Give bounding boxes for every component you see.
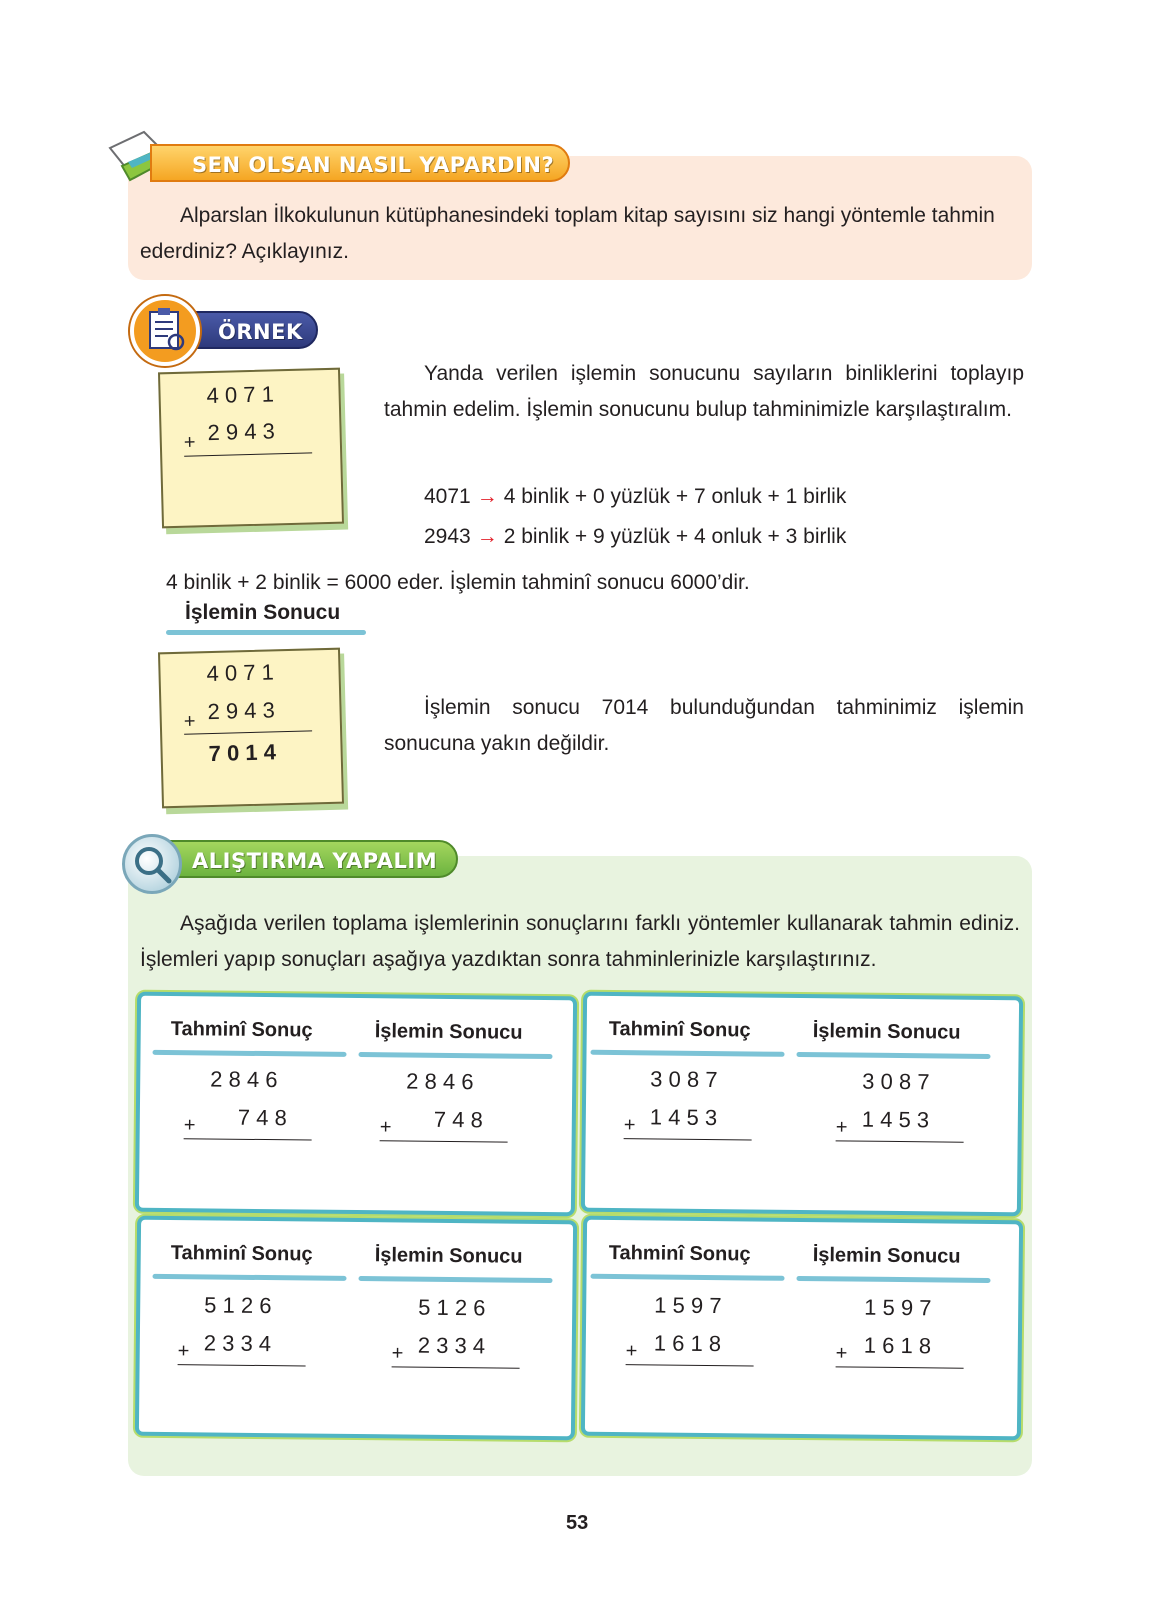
sum-line (626, 1364, 754, 1366)
sum-line (392, 1366, 520, 1368)
estimate-header: Tahminî Sonuç (170, 1242, 313, 1266)
header-underline (358, 1052, 552, 1059)
addend-top: 1 5 9 7 (654, 1292, 722, 1319)
result-title-underline (166, 630, 366, 635)
addend-top: 4 0 7 1 (206, 659, 275, 687)
sum-line (836, 1140, 964, 1142)
addend-bottom: 1 4 5 3 (649, 1104, 718, 1131)
header-underline (591, 1274, 785, 1281)
plus-sign: + (391, 1342, 404, 1365)
ornek-text: Yanda verilen işlemin sonucunu sayıların binliklerini toplayıp tahmin edelim. İşlemin sonucunu bulup tahminimizle karşılaştıralım. (384, 362, 1024, 421)
plus-sign: + (183, 710, 196, 733)
sum-line (624, 1138, 752, 1140)
alistirma-text: Aşağıda verilen toplama işlemlerinin sonuçlarını farklı yöntemler kullanarak tahmin ediniz. İşlemleri yapıp sonuçları aşağıya yazdıktan sonra tahminlerinizle karşılaştırınız. (140, 912, 1020, 971)
decomposition-4071: 4071 → 4 binlik + 0 yüzlük + 7 onluk + 1 birlik (424, 485, 847, 508)
ornek-card-2 (158, 648, 344, 809)
result-header: İşlemin Sonucu (812, 1244, 961, 1268)
header-underline (591, 1050, 785, 1057)
addend-top: 2 8 4 6 (210, 1066, 278, 1093)
addend-top: 1 5 9 7 (864, 1294, 932, 1321)
result-title: İşlemin Sonucu (185, 601, 341, 624)
sum-line (184, 730, 312, 734)
clipboard-icon (130, 296, 200, 366)
result-text: İşlemin sonucu 7014 bulunduğundan tahminimiz işlemin sonucuna yakın değildir. (384, 696, 1024, 755)
sum-result: 7 0 1 4 (208, 739, 277, 767)
addend-bottom: 2 3 3 4 (203, 1330, 272, 1357)
plus-sign: + (625, 1340, 638, 1363)
addend-top: 5 1 2 6 (204, 1292, 272, 1319)
sum-line (380, 1140, 508, 1142)
arrow-icon: → (476, 525, 498, 548)
sum-line (178, 1364, 306, 1366)
page-number: 53 (566, 1512, 589, 1534)
estimate-header: Tahminî Sonuç (608, 1017, 751, 1042)
result-header: İşlemin Sonucu (374, 1020, 523, 1044)
header-underline (153, 1274, 347, 1281)
addend-bottom: 2 9 4 3 (207, 697, 276, 725)
magnifier-icon (122, 834, 182, 894)
plus-sign: + (183, 431, 196, 454)
sum-line (836, 1366, 964, 1368)
sum-line (184, 452, 312, 456)
addend-bottom: 1 6 1 8 (863, 1332, 932, 1359)
addend-top: 2 8 4 6 (406, 1068, 474, 1095)
plus-sign: + (835, 1342, 848, 1365)
arrow-icon: → (476, 485, 498, 508)
estimate-header: Tahminî Sonuç (608, 1241, 751, 1266)
sen-olsan-text: Alparslan İlkokulunun kütüphanesindeki toplam kitap sayısını siz hangi yöntemle tahmin ederdiniz? Açıklayınız. (140, 204, 995, 263)
exercise-card-3 (135, 1216, 577, 1441)
plus-sign: + (379, 1116, 392, 1139)
result-header: İşlemin Sonucu (812, 1020, 961, 1044)
exercise-card-2 (581, 992, 1023, 1217)
plus-sign: + (177, 1340, 190, 1363)
exercise-card-4 (581, 1216, 1023, 1441)
ornek-banner: ÖRNEK (178, 311, 318, 349)
addend-top: 4 0 7 1 (206, 381, 275, 409)
result-header: İşlemin Sonucu (374, 1244, 523, 1268)
addend-top: 5 1 2 6 (418, 1294, 486, 1321)
exercise-card-1 (135, 992, 577, 1217)
decomposition-2943: 2943 → 2 binlik + 9 yüzlük + 4 onluk + 3 birlik (424, 525, 847, 548)
addend-bottom: 2 9 4 3 (207, 418, 276, 446)
sen-olsan-banner: SEN OLSAN NASIL YAPARDIN? (150, 144, 570, 182)
estimate-text: 4 binlik + 2 binlik = 6000 eder. İşlemin tahminî sonucu 6000’dir. (166, 571, 750, 594)
plus-sign: + (623, 1114, 636, 1137)
header-underline (358, 1276, 552, 1283)
header-underline (796, 1052, 990, 1059)
addend-bottom: 2 3 3 4 (417, 1332, 486, 1359)
plus-sign: + (835, 1116, 848, 1139)
sum-line (184, 1138, 312, 1140)
addend-bottom: 7 4 8 (237, 1104, 287, 1131)
plus-sign: + (183, 1114, 196, 1137)
estimate-header: Tahminî Sonuç (170, 1018, 313, 1042)
addend-bottom: 1 6 1 8 (653, 1330, 722, 1357)
alistirma-banner: ALIŞTIRMA YAPALIM (150, 840, 458, 878)
header-underline (796, 1276, 990, 1283)
header-underline (153, 1050, 347, 1057)
addend-top: 3 0 8 7 (862, 1068, 930, 1095)
addend-bottom: 7 4 8 (433, 1106, 483, 1133)
addend-bottom: 1 4 5 3 (861, 1106, 930, 1133)
ornek-card-1 (158, 368, 344, 529)
addend-top: 3 0 8 7 (650, 1066, 718, 1093)
